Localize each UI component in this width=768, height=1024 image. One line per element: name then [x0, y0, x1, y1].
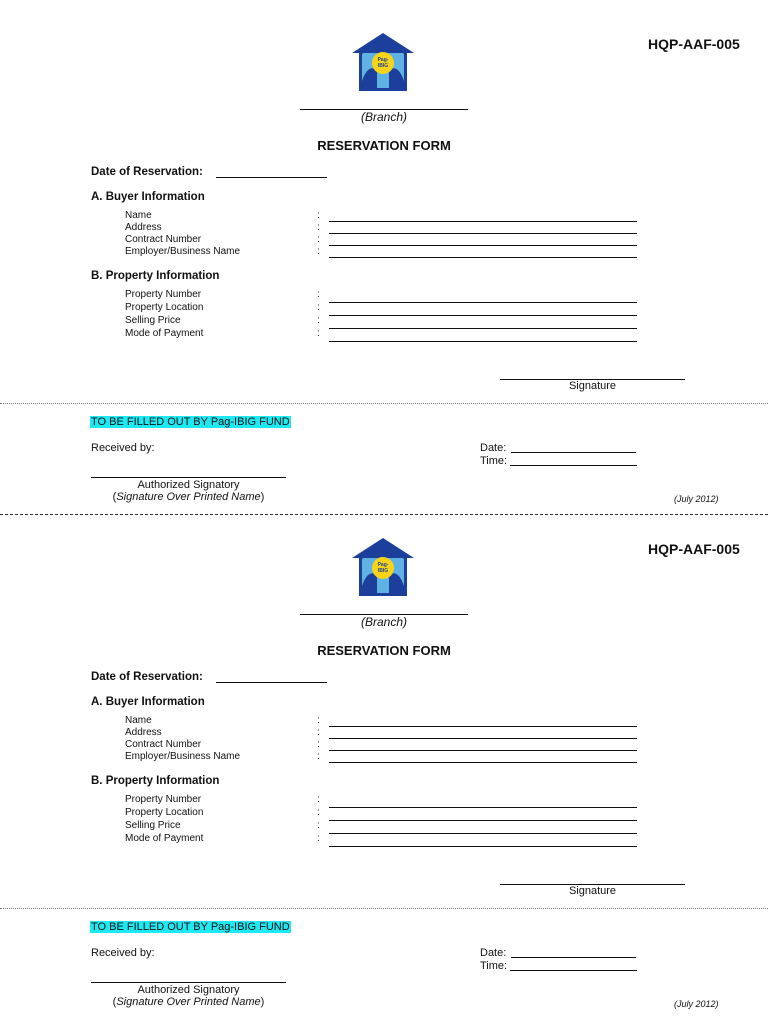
selling-price-label: Selling Price [125, 820, 181, 831]
buyer-contract-label: Contract Number [125, 739, 202, 750]
received-by-label: Received by: [91, 442, 155, 454]
received-by-label: Received by: [91, 947, 155, 959]
colon: : [317, 807, 320, 818]
pag-ibig-logo [350, 31, 416, 93]
colon: : [317, 794, 320, 805]
dotted-divider [0, 403, 768, 404]
time-field[interactable] [510, 465, 637, 466]
form-code: HQP-AAF-005 [648, 541, 740, 557]
edition-date: (July 2012) [674, 494, 719, 504]
paren-close: ) [260, 996, 265, 1008]
colon: : [317, 715, 320, 726]
buyer-address-field[interactable] [329, 738, 637, 739]
property-section-title: B. Property Information [91, 775, 220, 787]
branch-label: (Branch) [360, 615, 407, 629]
property-number-field[interactable] [329, 302, 637, 303]
signature-over-name-text: Signature Over Printed Name [116, 996, 261, 1008]
signature-over-name-text: Signature Over Printed Name [116, 491, 261, 503]
date-of-reservation-field[interactable] [216, 177, 327, 178]
colon: : [317, 328, 320, 339]
colon: : [317, 751, 320, 762]
buyer-address-label: Address [125, 727, 162, 738]
date-of-reservation-label: Date of Reservation: [91, 671, 203, 683]
property-number-label: Property Number [125, 794, 202, 805]
form-title: RESERVATION FORM [317, 138, 451, 153]
signature-over-printed-name [91, 996, 286, 1008]
property-location-field[interactable] [329, 820, 637, 821]
buyer-contract-field[interactable] [329, 750, 637, 751]
edition-date: (July 2012) [674, 999, 719, 1009]
mode-of-payment-field[interactable] [329, 341, 637, 342]
property-location-field[interactable] [329, 315, 637, 316]
reservation-form-copy-2 [0, 505, 768, 1010]
signature-label: Signature [568, 380, 617, 392]
mode-of-payment-field[interactable] [329, 846, 637, 847]
date-of-reservation-label: Date of Reservation: [91, 166, 203, 178]
property-number-label: Property Number [125, 289, 202, 300]
time-label: Time: [480, 960, 508, 972]
property-number-field[interactable] [329, 807, 637, 808]
colon: : [317, 315, 320, 326]
buyer-employer-field[interactable] [329, 762, 637, 763]
buyer-employer-label: Employer/Business Name [125, 246, 241, 257]
form-code: HQP-AAF-005 [648, 36, 740, 52]
property-location-label: Property Location [125, 302, 204, 313]
buyer-name-label: Name [125, 715, 152, 726]
authorized-signatory-label: Authorized Signatory [137, 984, 240, 996]
authorized-signatory-field[interactable] [91, 477, 286, 478]
buyer-name-field[interactable] [329, 221, 637, 222]
selling-price-label: Selling Price [125, 315, 181, 326]
svg-text:IBIG: IBIG [377, 568, 389, 574]
svg-text:IBIG: IBIG [377, 63, 389, 69]
signature-label: Signature [568, 885, 617, 897]
date-of-reservation-field[interactable] [216, 682, 327, 683]
buyer-section-title: A. Buyer Information [91, 191, 205, 203]
colon: : [317, 833, 320, 844]
buyer-address-field[interactable] [329, 233, 637, 234]
property-section-title: B. Property Information [91, 270, 220, 282]
colon: : [317, 246, 320, 257]
selling-price-field[interactable] [329, 328, 637, 329]
selling-price-field[interactable] [329, 833, 637, 834]
date-label: Date: [480, 947, 507, 959]
paren-open: ( [112, 491, 117, 503]
buyer-section-title: A. Buyer Information [91, 696, 205, 708]
paren-close: ) [260, 491, 265, 503]
colon: : [317, 234, 320, 245]
pag-ibig-logo [350, 536, 416, 598]
colon: : [317, 302, 320, 313]
fund-use-note: TO BE FILLED OUT BY Pag-IBIG FUND [91, 416, 290, 428]
authorized-signatory-label: Authorized Signatory [137, 479, 240, 491]
paren-open: ( [112, 996, 117, 1008]
mode-of-payment-label: Mode of Payment [125, 833, 204, 844]
colon: : [317, 739, 320, 750]
property-location-label: Property Location [125, 807, 204, 818]
mode-of-payment-label: Mode of Payment [125, 328, 204, 339]
colon: : [317, 820, 320, 831]
colon: : [317, 727, 320, 738]
buyer-employer-label: Employer/Business Name [125, 751, 241, 762]
colon: : [317, 210, 320, 221]
date-field[interactable] [511, 957, 636, 958]
time-field[interactable] [510, 970, 637, 971]
fund-use-note: TO BE FILLED OUT BY Pag-IBIG FUND [91, 921, 290, 933]
date-label: Date: [480, 442, 507, 454]
buyer-contract-field[interactable] [329, 245, 637, 246]
buyer-contract-label: Contract Number [125, 234, 202, 245]
signature-over-printed-name [91, 491, 286, 503]
reservation-form-copy-1 [0, 0, 768, 505]
buyer-employer-field[interactable] [329, 257, 637, 258]
authorized-signatory-field[interactable] [91, 982, 286, 983]
branch-label: (Branch) [360, 110, 407, 124]
date-field[interactable] [511, 452, 636, 453]
dotted-divider [0, 908, 768, 909]
colon: : [317, 289, 320, 300]
svg-text:Pag-: Pag- [377, 57, 389, 63]
form-title: RESERVATION FORM [317, 643, 451, 658]
time-label: Time: [480, 455, 508, 467]
svg-text:Pag-: Pag- [377, 562, 389, 568]
colon: : [317, 222, 320, 233]
buyer-name-field[interactable] [329, 726, 637, 727]
buyer-name-label: Name [125, 210, 152, 221]
buyer-address-label: Address [125, 222, 162, 233]
